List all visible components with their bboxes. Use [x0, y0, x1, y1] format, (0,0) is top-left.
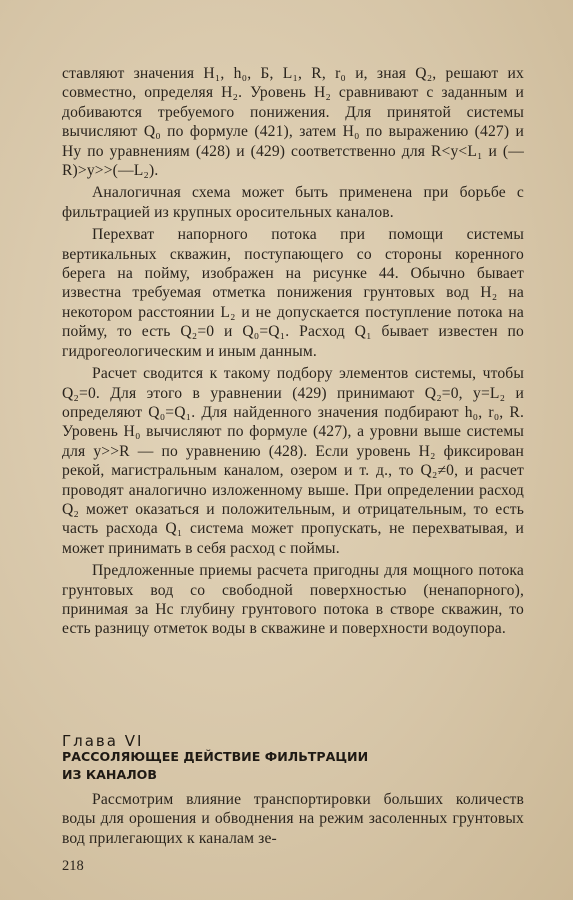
- paragraph-methods: Предложенные приемы расчета пригодны для мощного потока грунтовых вод со свободной поверхностью (ненапорного), принимая за Hc глубину грунтового потока в створе скважин, то есть разницу отметок воды в скважине и поверхности водоупора.: [62, 562, 524, 638]
- chapter-title-line-1: РАССОЛЯЮЩЕЕ ДЕЙСТВИЕ ФИЛЬТРАЦИИ: [62, 749, 369, 764]
- paragraph-chapter-intro: Рассмотрим влияние транспортировки больших количеств воды для орошения и обводнения на режим засоленных грунтовых вод прилегающих к каналам зе-: [62, 791, 524, 847]
- paragraph-interception: Перехват напорного потока при помощи системы вертикальных скважин, поступающего со стороны коренного берега на пойму, изображен на рисунке 44. Обычно бывает известна требуемая отметка понижения грунтовых вод H₂ на некотором расстоянии L₂ и не допускается поступление потока на пойму, то есть Q₂=0 и Q₀=Q₁. Расход Q₁ бывает известен по гидрогеологическим и иным данным.: [62, 226, 524, 360]
- paragraph-continuation: ставляют значения H₁, h₀, Б, L₁, R, r₀ и, зная Q₂, решают их совместно, определяя H₂. Уровень H₂ сравнивают с заданным и добиваются требуемого понижения. Для принятой системы вычисляют Q₀ по формуле (421), затем H₀ по выражению (427) и Hy по уравнениям (428) и (429) соответственно для R<y<L₁ и (—R)>y>>(—L₂).: [62, 65, 524, 180]
- page-number: 218: [62, 858, 84, 874]
- chapter-title-line-2: ИЗ КАНАЛОВ: [62, 767, 157, 782]
- chapter-text: [62, 790, 524, 848]
- main-text: [62, 64, 524, 639]
- paragraph-analog-scheme: Аналогичная схема может быть применена при борьбе с фильтрацией из крупных оросительных каналов.: [62, 184, 524, 221]
- chapter-title: [62, 748, 462, 784]
- paragraph-calculation: Расчет сводится к такому подбору элементов системы, чтобы Q₂=0. Для этого в уравнении (429) принимают Q₂=0, y=L₂ и определяют Q₀=Q₁. Для найденного значения подбирают h₀, r₀, R. Уровень H₀ вычисляют по формуле (427), а уровни выше системы для y>>R — по уравнению (428). Если уровень H₂ фиксирован рекой, магистральным каналом, озером и т. д., то Q₂≠0, и расчет проводят аналогично изложенному выше. При определении расход Q₂ может оказаться и положительным, и отрицательным, то есть часть расхода Q₁ система может пропускать, не перехватывая, и может принимать в себя расход с поймы.: [62, 365, 524, 557]
- chapter-label: Глава VI: [62, 732, 144, 750]
